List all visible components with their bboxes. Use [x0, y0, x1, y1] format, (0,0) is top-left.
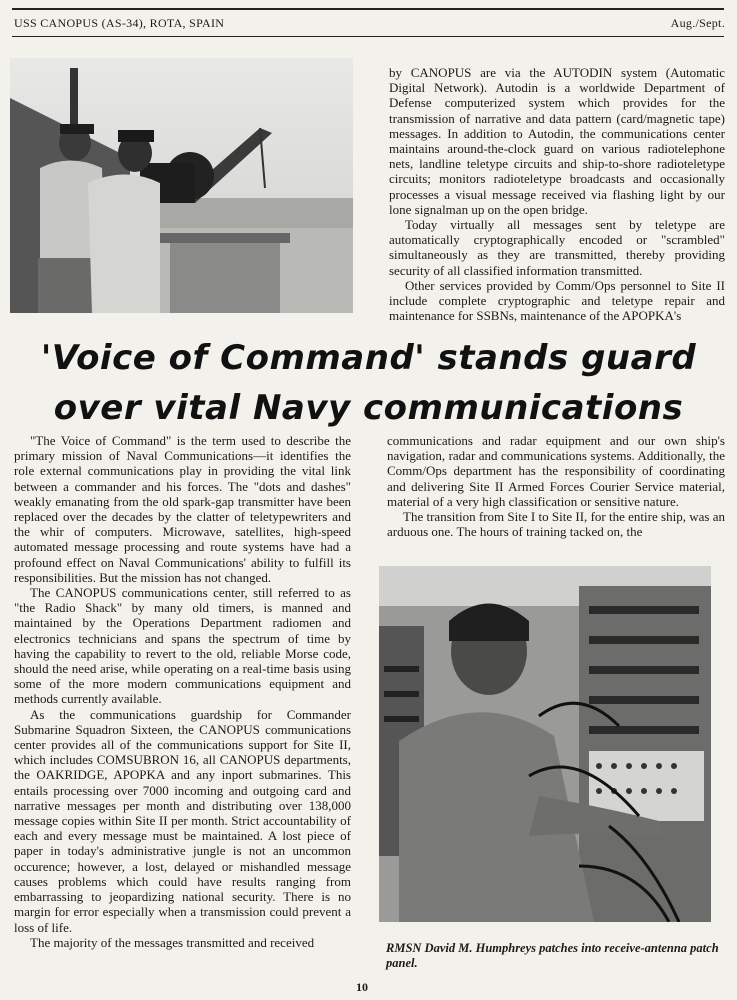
- photo-camera-crew-image: [10, 58, 353, 313]
- headline-line-1: 'Voice of Command' stands guard: [40, 338, 697, 378]
- paragraph: The majority of the messages transmitted and received: [30, 934, 315, 950]
- photo-camera-crew: [10, 58, 353, 313]
- paragraph: Other services provided by Comm/Ops personnel to Site II include complete cryptographic and teletype repair and maintenance for SSBNs, maintenance of the APOPKA's: [389, 277, 725, 324]
- publication-line: USS CANOPUS (AS-34), ROTA, SPAIN: [14, 16, 225, 30]
- issue-date: Aug./Sept.: [670, 16, 725, 30]
- headline-line-2: over vital Navy communications: [53, 388, 684, 428]
- paragraph: The CANOPUS communications center, still referred to as "the Radio Shack" by many old timers, is manned and maintained by the Operations Department radiomen and electronics technicians and spans the spectrum of time by having the capability to revert to the old, reliable Morse code, should the need arise, while operating on a real-time basis using some of the more modern communications equipment and methods currently available.: [14, 585, 351, 707]
- intro-continuation-column: [389, 65, 725, 323]
- photo-caption: RMSN David M. Humphreys patches into receive-antenna patch panel.: [386, 941, 719, 970]
- header-rule-top: [12, 8, 724, 10]
- paragraph: The transition from Site I to Site II, for the entire ship, was an arduous one. The hours of training tacked on, the: [387, 509, 725, 540]
- page-number: 10: [356, 980, 368, 994]
- header-rule-bottom: [12, 36, 724, 37]
- paragraph: "The Voice of Command" is the term used to describe the primary mission of Naval Communications—it identifies the role external communications play in providing the vital link between a commander and his forces. The "dots and dashes" weakly emanating from the old spark-gap transmitter have been replaced over the decades by the clatter of teletypewriters and the whir of computers. Microwave, satellites, high-speed automated message processing and route systems have had a profound effect on Naval Communications' ability to fulfill its responsibilities. But the mission has not changed.: [14, 433, 351, 585]
- paragraph: communications and radar equipment and our own ship's navigation, radar and communications systems. Additionally, the Comm/Ops department has the responsibility of coordinating and delivering Site II Armed Forces Courier Service material, material of a very high classification or sensitive nature.: [387, 433, 725, 509]
- photo-patch-panel: [379, 566, 711, 922]
- paragraph: As the communications guardship for Commander Submarine Squadron Sixteen, the CANOPUS communications center provides all of the communications support for Site II, which includes COMSUBRON 16, all CANOPUS departments, the OAKRIDGE, APOPKA and any inport submarines. This entails processing over 7000 incoming and outgoing card and narrative messages per month and distributing over 138,000 message copies within Site II per month. Strict accountability of each and every message must be maintained. A lost piece of paper in today's administrative jungle is not an uncommon occurence; however, a lost, delayed or mishandled message causes problems which could have results ranging from embarrassing to jeopardizing national security. There is no margin for error especially when a transmission could prevent a loss of life.: [14, 706, 351, 935]
- paragraph: by CANOPUS are via the AUTODIN system (Automatic Digital Network). Autodin is a worldwide Department of Defense computerized system which provides for the transmission of narrative and data pattern (card/magnetic tape) messages. In addition to Autodin, the communications center maintains around-the-clock guard on various radiotelephone nets, landline teletype circuits and ship-to-shore radioteletype circuits; monitors radioteletype broadcasts and occasionally processes a visual message received via flashing light by our lone signalman up on the open bridge.: [389, 65, 725, 217]
- article-left-column: [14, 433, 351, 950]
- paragraph: Today virtually all messages sent by teletype are automatically cryptographically encoded or "scrambled" simultaneously as they are transmitted, thereby providing security of all classified information transmitted.: [389, 217, 725, 278]
- photo-patch-panel-image: [379, 566, 711, 922]
- article-right-column: [387, 433, 725, 539]
